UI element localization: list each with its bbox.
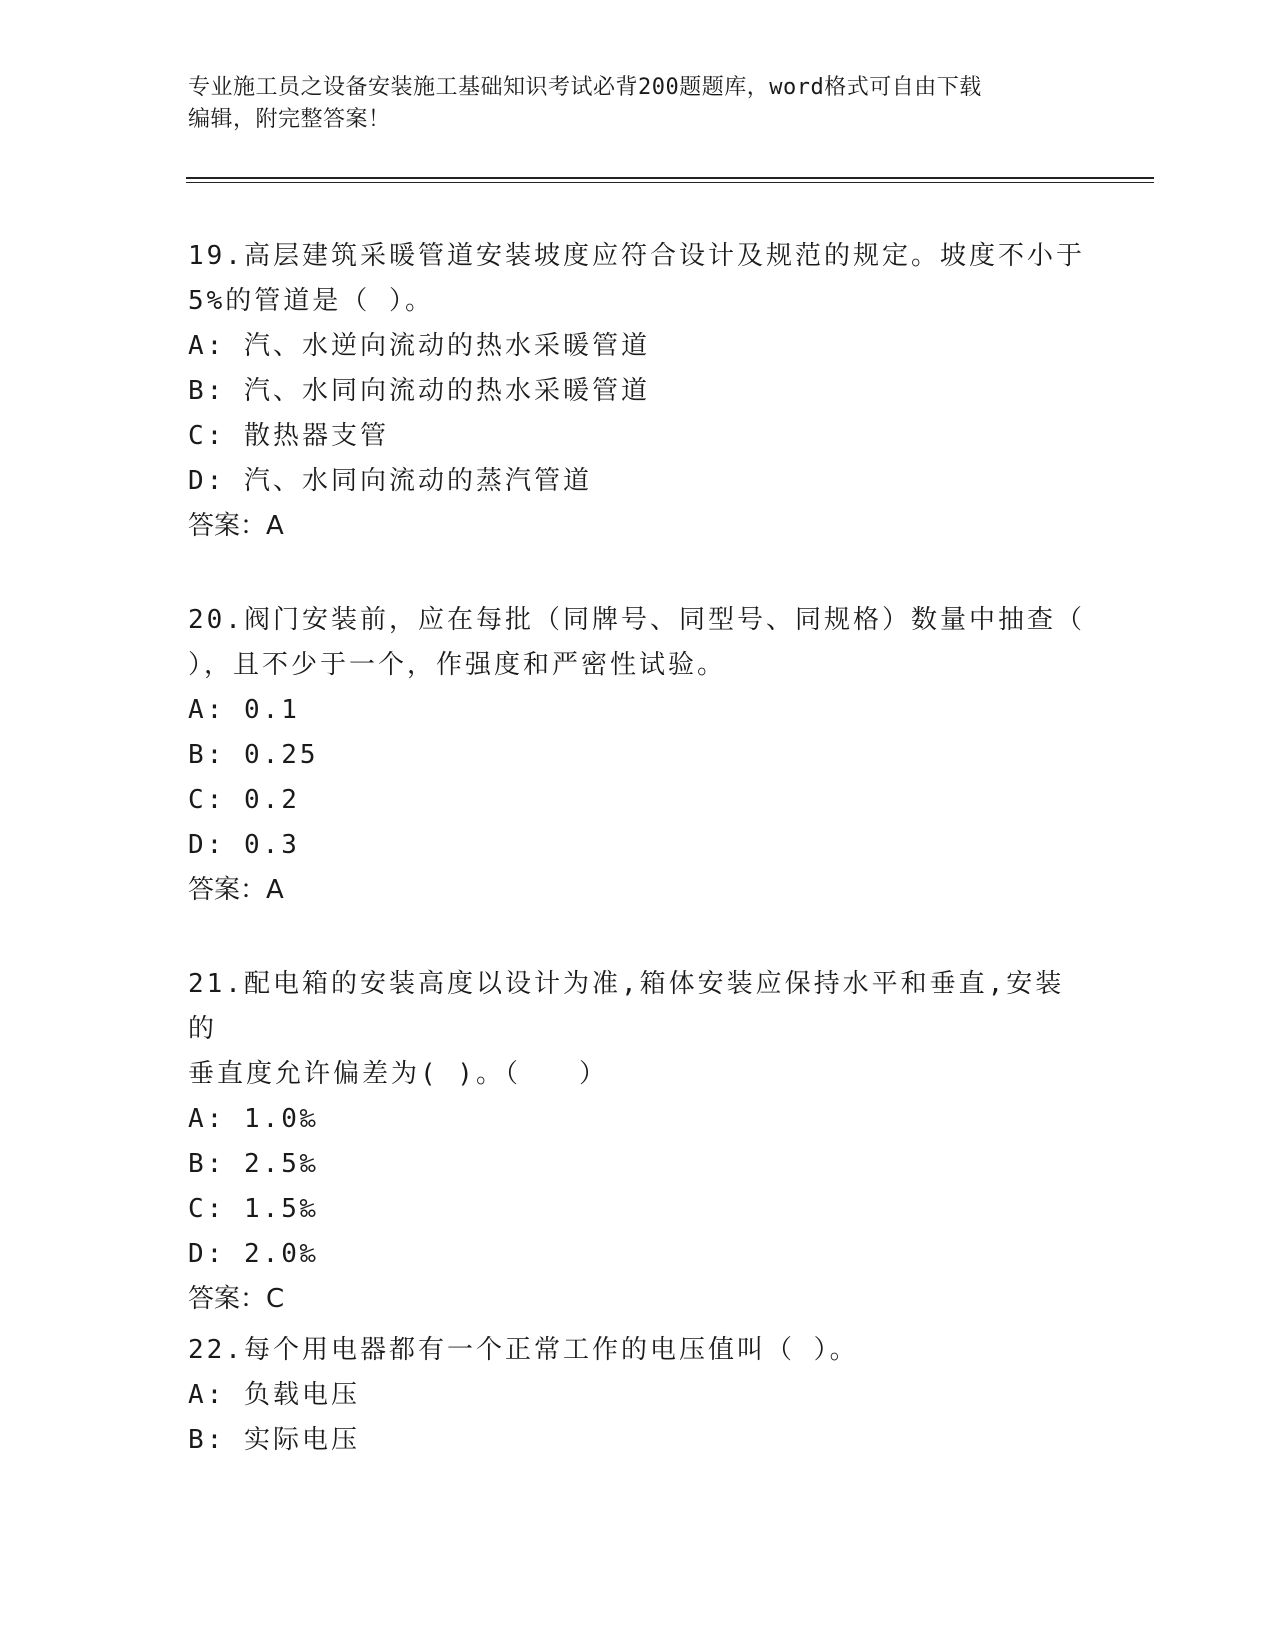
header-title-line-2: 编辑，附完整答案！: [188, 107, 391, 132]
question-19: [188, 234, 1088, 549]
answer-line: 答案：A: [188, 875, 284, 905]
option-key: B:: [188, 740, 226, 770]
option-key: A:: [188, 1104, 226, 1134]
option-d: [188, 459, 1088, 504]
option-text: 0.1: [243, 695, 300, 725]
answer-line: 答案：A: [188, 511, 284, 541]
option-c: [188, 778, 1088, 823]
answer-line: 答案：C: [188, 1284, 285, 1314]
option-a: [188, 324, 1088, 369]
option-d: [188, 1232, 1088, 1277]
option-key: B:: [188, 376, 226, 406]
option-text: 散热器支管: [243, 421, 389, 451]
option-text: 2.5‰: [243, 1149, 319, 1179]
option-c: [188, 1187, 1088, 1232]
option-b: [188, 1142, 1088, 1187]
document-header: [188, 72, 1068, 136]
option-text: 汽、水同向流动的蒸汽管道: [243, 466, 592, 496]
option-d: [188, 823, 1088, 868]
header-divider-thin: [186, 182, 1154, 183]
question-22: [188, 1328, 1088, 1463]
option-text: 0.2: [243, 785, 300, 815]
option-a: [188, 1097, 1088, 1142]
option-text: 实际电压: [243, 1425, 360, 1455]
option-key: B:: [188, 1425, 226, 1455]
option-key: D:: [188, 830, 226, 860]
option-text: 0.3: [243, 830, 300, 860]
question-stem-line-1: 19.高层建筑采暖管道安装坡度应符合设计及规范的规定。坡度不小于: [188, 241, 1085, 271]
question-stem-line-2: ），且不少于一个，作强度和严密性试验。: [188, 650, 727, 680]
option-key: C:: [188, 1194, 226, 1224]
question-stem-line-1: 22.每个用电器都有一个正常工作的电压值叫（ ）。: [188, 1335, 859, 1365]
option-b: [188, 733, 1088, 778]
option-text: 2.0‰: [243, 1239, 319, 1269]
option-a: [188, 1373, 1088, 1418]
option-key: D:: [188, 466, 226, 496]
question-21: [188, 962, 1088, 1322]
header-title-line-1: 专业施工员之设备安装施工基础知识考试必背200题题库，word格式可自由下载: [188, 75, 982, 100]
option-key: A:: [188, 331, 226, 361]
option-b: [188, 369, 1088, 414]
option-b: [188, 1418, 1088, 1463]
question-20: [188, 598, 1088, 913]
option-key: C:: [188, 421, 226, 451]
option-text: 汽、水同向流动的热水采暖管道: [243, 376, 650, 406]
option-text: 1.0‰: [243, 1104, 319, 1134]
option-a: [188, 688, 1088, 733]
option-key: B:: [188, 1149, 226, 1179]
header-divider-thick: [186, 177, 1154, 179]
option-text: 负载电压: [243, 1380, 360, 1410]
option-c: [188, 414, 1088, 459]
option-text: 1.5‰: [243, 1194, 319, 1224]
option-key: A:: [188, 1380, 226, 1410]
question-stem-line-2: 垂直度允许偏差为( )。（ ）: [188, 1059, 608, 1089]
option-key: D:: [188, 1239, 226, 1269]
option-key: C:: [188, 785, 226, 815]
option-text: 0.25: [243, 740, 319, 770]
question-stem-line-2: 5%的管道是（ ）。: [188, 286, 434, 316]
option-key: A:: [188, 695, 226, 725]
question-stem-line-1: 20.阀门安装前，应在每批（同牌号、同型号、同规格）数量中抽查（: [188, 605, 1085, 635]
question-stem-line-1: 21.配电箱的安装高度以设计为准,箱体安装应保持水平和垂直,安装的: [188, 969, 1065, 1044]
option-text: 汽、水逆向流动的热水采暖管道: [243, 331, 650, 361]
